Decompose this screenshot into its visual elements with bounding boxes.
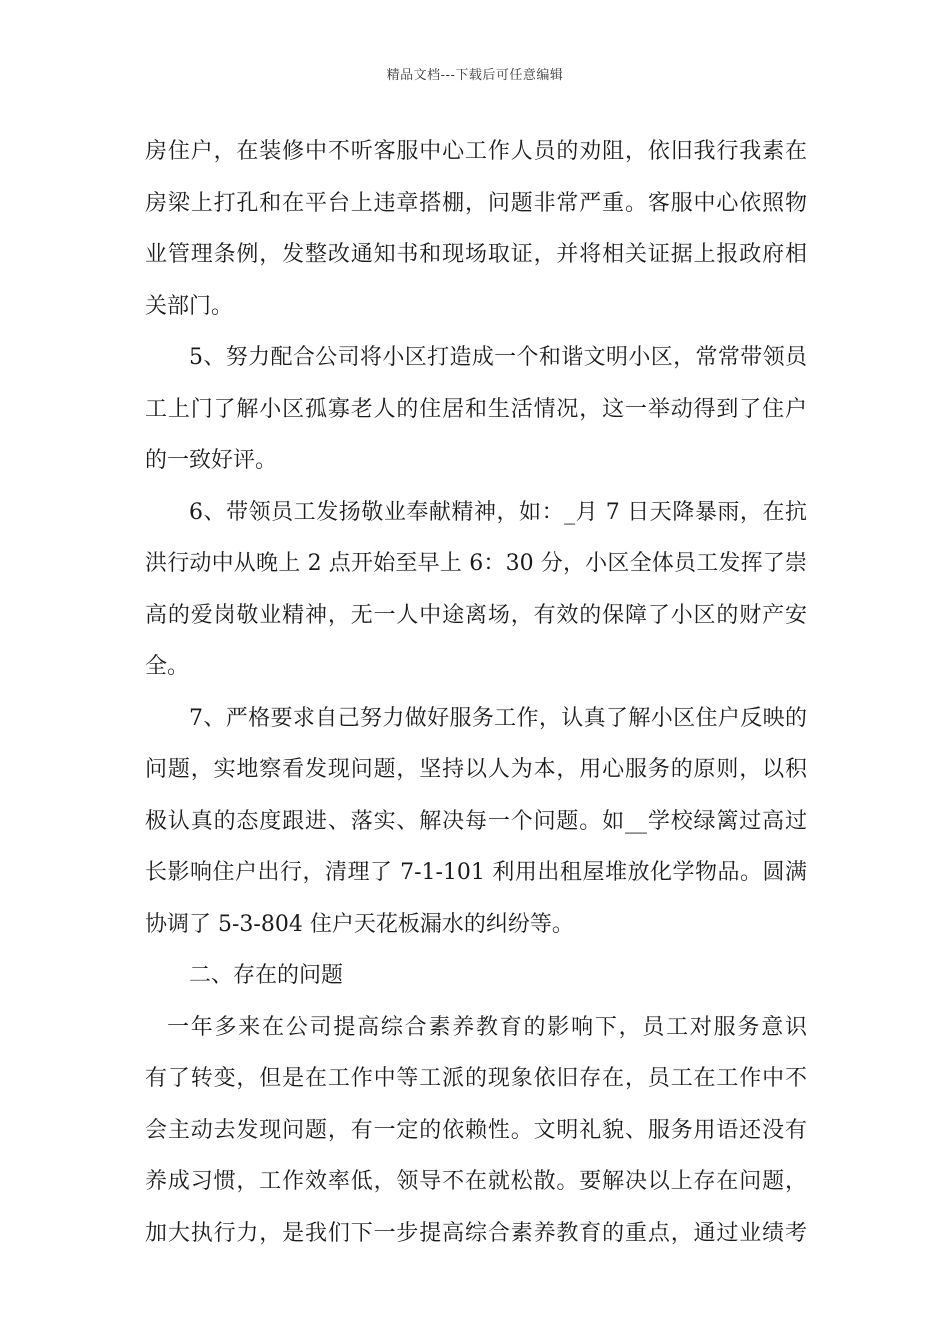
text-line: 房住户，在装修中不听客服中心工作人员的劝阻，依旧我行我素在 (145, 139, 807, 164)
text-line: 协调了 5-3-804 住户天花板漏水的纠纷等。 (145, 911, 574, 937)
paragraph (145, 1010, 807, 1268)
section-heading-text: 二、存在的问题 (189, 963, 344, 988)
text-line: 加大执行力，是我们下一步提高综合素养教育的重点，通过业绩考 (145, 1220, 807, 1246)
text-line: 问题，实地察看发现问题，坚持以人为本，用心服务的原则，以积 (145, 757, 807, 782)
text-line: 高的爱岗敬业精神，无一人中途离场，有效的保障了小区的财产安 (145, 602, 807, 628)
text-line: 全。 (145, 654, 190, 679)
text-line: 会主动去发现问题，有一定的依赖性。文明礼貌、服务用语还没有 (145, 1117, 807, 1143)
document-body (145, 134, 807, 1267)
paragraph-item-5 (145, 340, 807, 495)
paragraph (145, 134, 807, 340)
text-line: 工上门了解小区孤寡老人的住居和生活情况，这一举动得到了住户 (145, 396, 807, 422)
text-line: 5、努力配合公司将小区打造成一个和谐文明小区，常常带领员 (189, 345, 807, 370)
text-line: 有了转变，但是在工作中等工派的现象依旧存在，员工在工作中不 (145, 1066, 807, 1091)
text-line: 养成习惯，工作效率低，领导不在就松散。要解决以上存在问题， (145, 1169, 807, 1194)
section-heading (145, 958, 807, 1010)
text-line: 的一致好评。 (145, 448, 278, 473)
text-line: 房梁上打孔和在平台上违章搭棚，问题非常严重。客服中心依照物 (145, 190, 807, 216)
text-line: 洪行动中从晚上 2 点开始至早上 6：30 分，小区全体员工发挥了崇 (145, 551, 807, 576)
text-line: 业管理条例，发整改通知书和现场取证，并将相关证据上报政府相 (145, 242, 807, 267)
text-line: 极认真的态度跟进、落实、解决每一个问题。如__学校绿篱过高过 (145, 808, 807, 834)
paragraph-item-6 (145, 495, 807, 701)
text-line: 一年多来在公司提高综合素养教育的影响下，员工对服务意识 (167, 1014, 807, 1040)
text-line: 长影响住户出行，清理了 7-1-101 利用出租屋堆放化学物品。圆满 (145, 860, 807, 885)
page-header: 精品文档---下载后可任意编辑 (386, 68, 564, 83)
paragraph-item-7 (145, 701, 807, 959)
text-line: 6、带领员工发扬敬业奉献精神，如：_月 7 日天降暴雨，在抗 (189, 499, 807, 525)
text-line: 关部门。 (145, 293, 234, 319)
text-line: 7、严格要求自己努力做好服务工作，认真了解小区住户反映的 (189, 705, 807, 731)
